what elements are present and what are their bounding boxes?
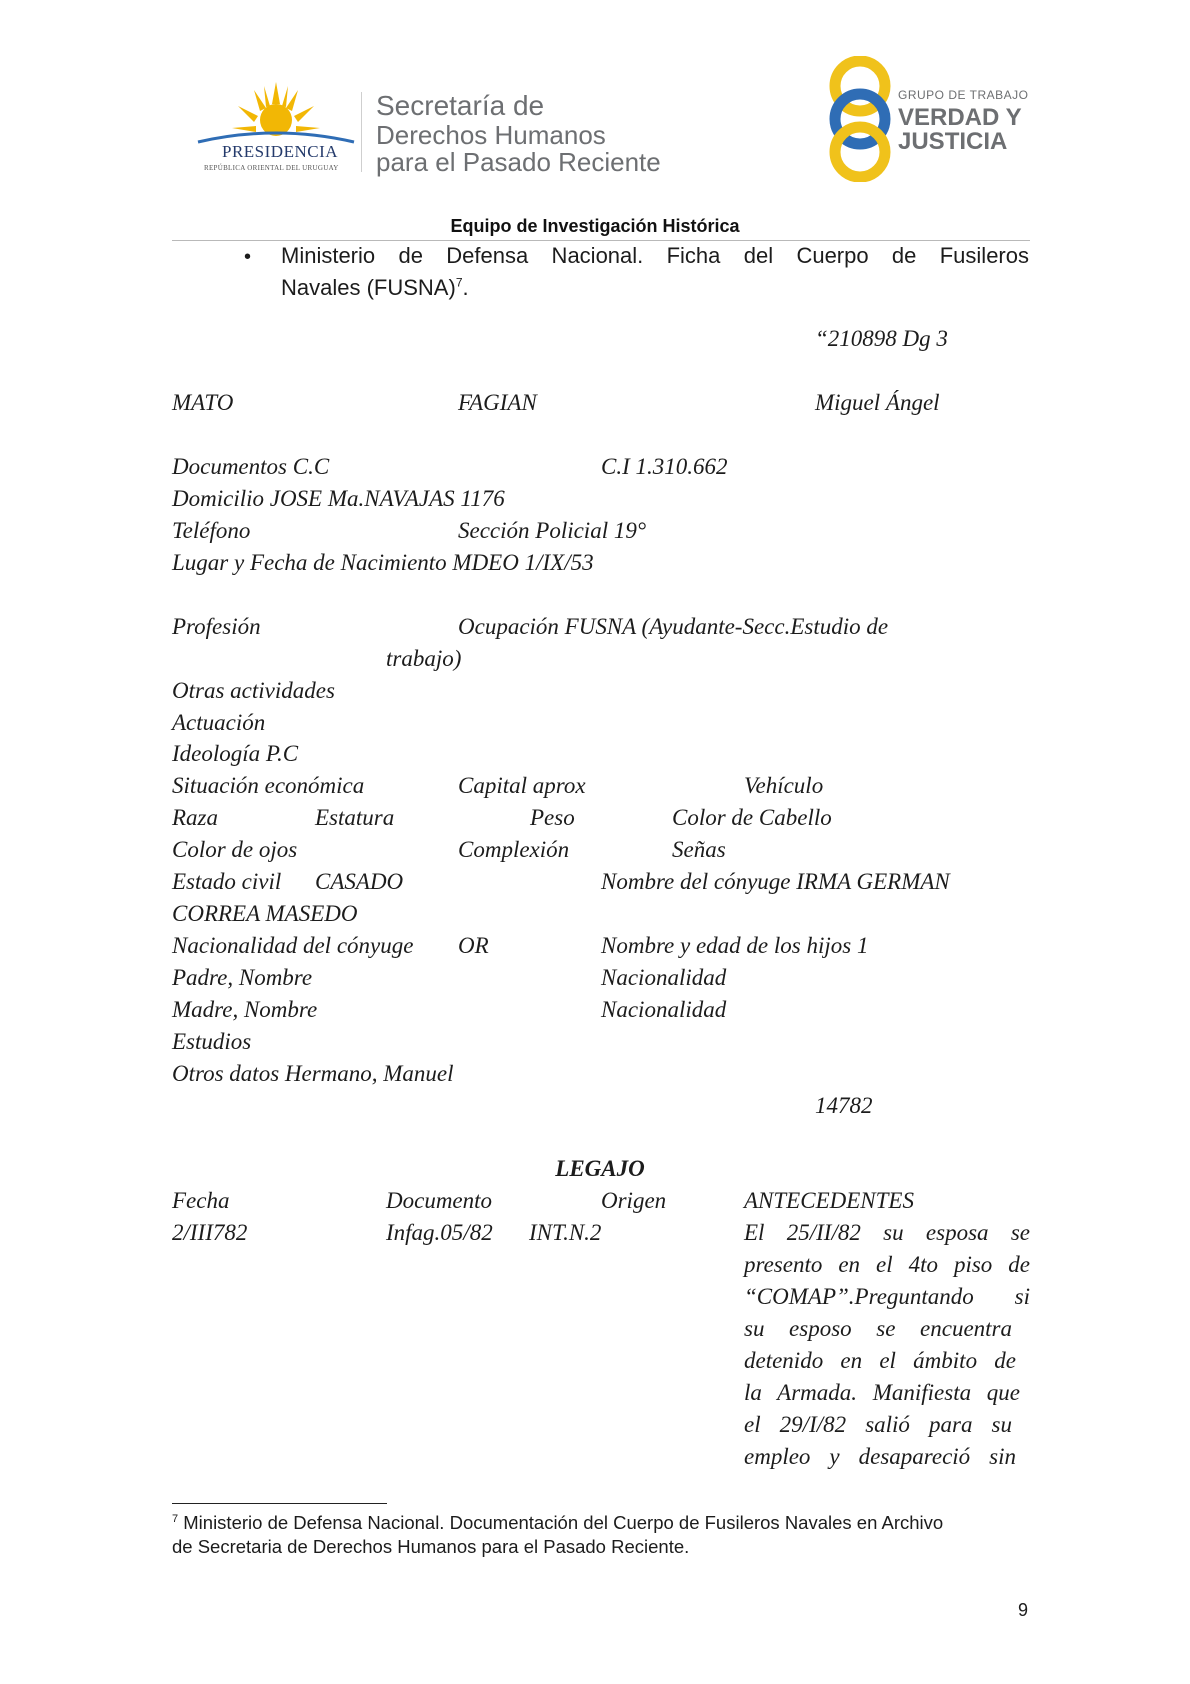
ficha-code: “210898 Dg 3 [815, 326, 948, 351]
antecedentes-line: presento en el 4to piso de [744, 1252, 1030, 1277]
situacion: Situación económica [172, 773, 365, 798]
bullet-line2-tail: . [462, 275, 469, 300]
bullet-line1: Ministerio de Defensa Nacional. Ficha del Cuerpo de Fusileros [281, 243, 1029, 268]
nacionalidad-padre: Nacionalidad [601, 965, 727, 990]
cabello: Color de Cabello [672, 805, 832, 830]
antecedentes-line: El 25/II/82 su esposa se [744, 1220, 1030, 1245]
legajo-header-documento: Documento [386, 1188, 493, 1213]
nacimiento: Lugar y Fecha de Nacimiento MDEO 1/IX/53 [172, 550, 594, 575]
nac-conyuge: Nacionalidad del cónyuge [172, 933, 414, 958]
legajo-header-origen: Origen [601, 1188, 667, 1213]
ocupacion-cont: trabajo) [386, 646, 462, 671]
legajo-origen: INT.N.2 [529, 1220, 602, 1245]
ojos: Color de ojos [172, 837, 298, 862]
raza: Raza [172, 805, 218, 830]
estado-civil-label: Estado civil [172, 869, 282, 894]
page-number: 9 [1018, 1600, 1029, 1620]
grupo-text: GRUPO DE TRABAJO [898, 88, 1029, 102]
footnote-ref: 7 [455, 275, 463, 290]
legajo-title: LEGAJO [555, 1156, 645, 1181]
antecedentes-line: su esposo se encuentra [744, 1316, 1012, 1341]
presidencia-logo [196, 78, 356, 178]
padre: Padre, Nombre [172, 965, 313, 990]
bullet-dot: • [244, 246, 252, 268]
nacionalidad-madre: Nacionalidad [601, 997, 727, 1022]
actuacion: Actuación [172, 710, 266, 735]
ideologia: Ideología P.C [172, 741, 299, 766]
legajo-header-fecha: Fecha [172, 1188, 230, 1213]
nac-conyuge-value: OR [458, 933, 489, 958]
sun-icon [196, 78, 356, 148]
legajo-documento: Infag.05/82 [386, 1220, 493, 1245]
madre: Madre, Nombre [172, 997, 318, 1022]
conyuge-cont: CORREA MASEDO [172, 901, 358, 926]
footnote-line2: de Secretaria de Derechos Humanos para el Pasado Reciente. [172, 1536, 690, 1557]
header-divider-vertical [361, 92, 362, 172]
secretaria-line2: Derechos Humanos [376, 120, 606, 150]
documentos: Documentos C.C [172, 454, 330, 479]
estatura: Estatura [315, 805, 395, 830]
verdad-justicia-logo [820, 54, 1040, 184]
footnote-rule [172, 1503, 387, 1504]
antecedentes-line: detenido en el ámbito de [744, 1348, 1016, 1373]
surname1: MATO [172, 390, 234, 415]
header-rule [172, 240, 1030, 241]
antecedentes-line: la Armada. Manifiesta que [744, 1380, 1020, 1405]
verdad-text: VERDAD Y [898, 104, 1022, 131]
ficha-number: 14782 [815, 1093, 873, 1118]
justicia-text: JUSTICIA [898, 128, 1008, 155]
given-names: Miguel Ángel [815, 390, 940, 415]
presidencia-text: PRESIDENCIA [222, 142, 339, 161]
peso: Peso [530, 805, 575, 830]
profesion: Profesión [172, 614, 261, 639]
presidencia-subtext: REPÚBLICA ORIENTAL DEL URUGUAY [204, 164, 339, 172]
antecedentes-line: “COMAP”.Preguntando si [744, 1284, 1030, 1309]
legajo-fecha: 2/III782 [172, 1220, 248, 1245]
footnote-number: 7 [172, 1512, 179, 1525]
capital: Capital aprox [458, 773, 586, 798]
hijos: Nombre y edad de los hijos 1 [601, 933, 869, 958]
estado-civil-value: CASADO [315, 869, 404, 894]
seccion: Sección Policial 19° [458, 518, 647, 543]
otras-actividades: Otras actividades [172, 678, 335, 703]
secretaria-line3: para el Pasado Reciente [376, 147, 661, 177]
footnote-line1 [172, 1512, 943, 1534]
antecedentes-line: el 29/I/82 salió para su [744, 1412, 1012, 1437]
otros-datos: Otros datos Hermano, Manuel [172, 1061, 454, 1086]
bullet-line2 [281, 275, 469, 301]
vehiculo: Vehículo [744, 773, 824, 798]
senas: Señas [672, 837, 726, 862]
footnote-text1: Ministerio de Defensa Nacional. Documentación del Cuerpo de Fusileros Navales en Archivo [183, 1512, 944, 1533]
domicilio: Domicilio JOSE Ma.NAVAJAS 1176 [172, 486, 505, 511]
surname2: FAGIAN [458, 390, 537, 415]
legajo-header-antecedentes: ANTECEDENTES [744, 1188, 914, 1213]
team-title: Equipo de Investigación Histórica [450, 216, 740, 236]
bullet-line2-text: Navales (FUSNA) [281, 275, 456, 300]
telefono: Teléfono [172, 518, 251, 543]
secretaria-line1: Secretaría de [376, 90, 545, 121]
rings-icon [824, 56, 896, 182]
conyuge: Nombre del cónyuge IRMA GERMAN [601, 869, 950, 894]
estudios: Estudios [172, 1029, 252, 1054]
antecedentes-line: empleo y desapareció sin [744, 1444, 1016, 1469]
ocupacion: Ocupación FUSNA (Ayudante-Secc.Estudio de [458, 614, 889, 639]
ci: C.I 1.310.662 [601, 454, 728, 479]
complexion: Complexión [458, 837, 570, 862]
